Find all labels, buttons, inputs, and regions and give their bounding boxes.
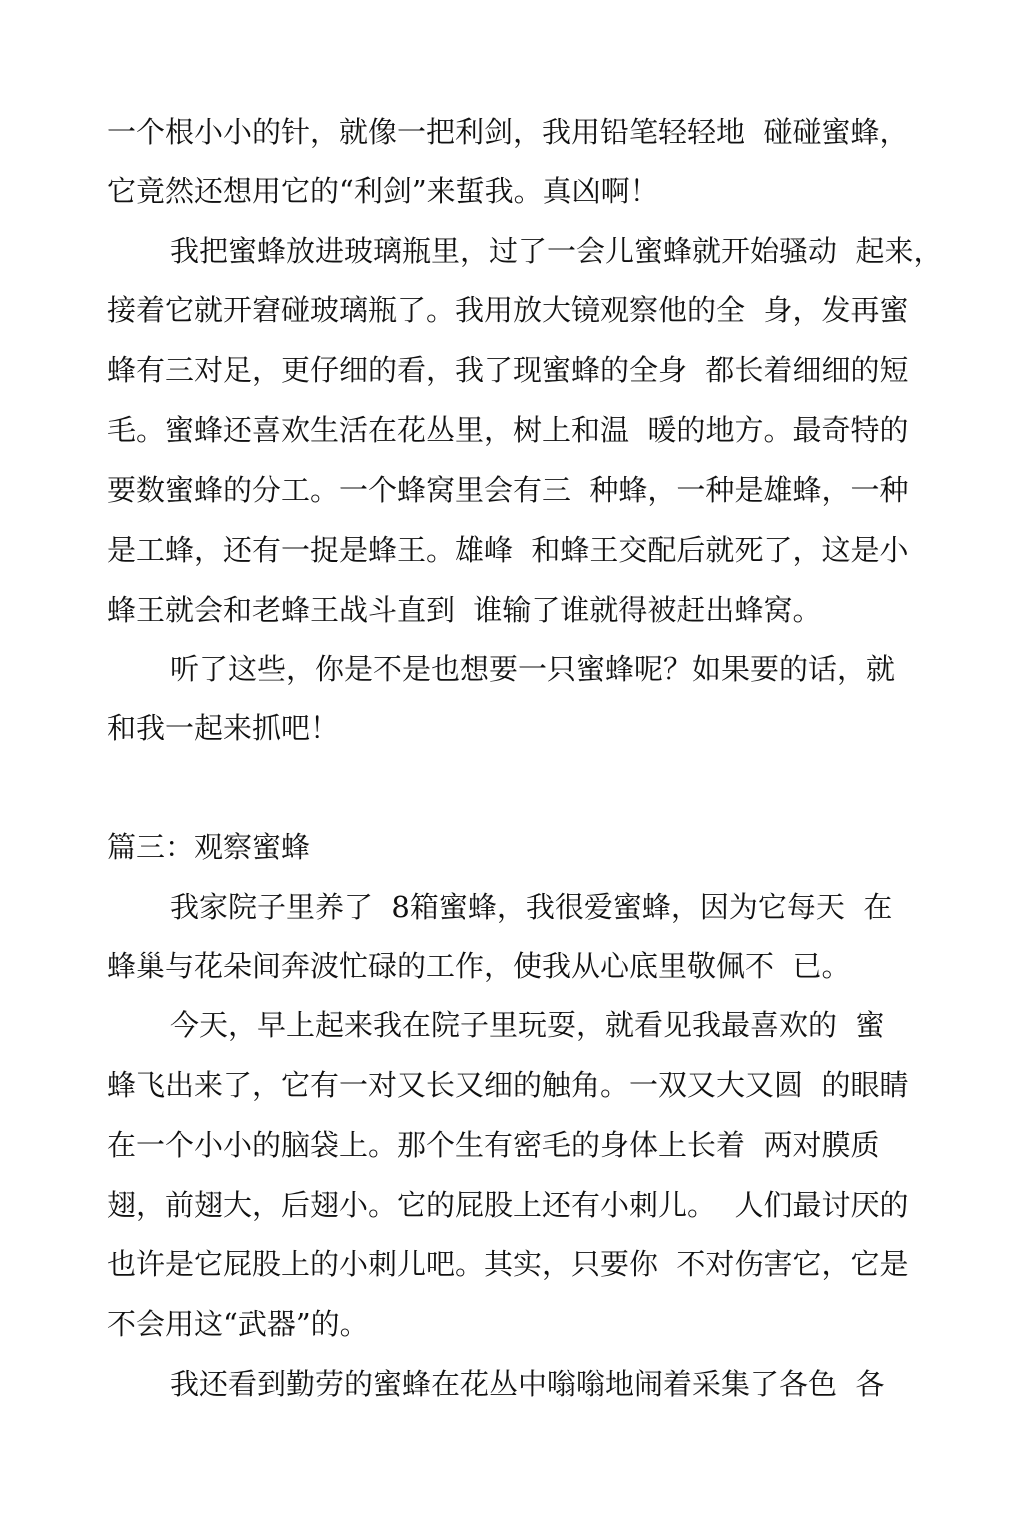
text-line: 蜂王就会和老蜂王战斗直到 谁输了谁就得被赶出蜂窝。: [107, 593, 822, 627]
text-line: 也许是它屁股上的小刺儿吧。其实，只要你 不对伤害它，它是: [107, 1247, 909, 1281]
text-line: 蜂巢与花朵间奔波忙碌的工作，使我从心底里敬佩不 已。: [107, 949, 851, 983]
text-line: 在一个小小的脑袋上。那个生有密毛的身体上长着 两对膜质: [107, 1128, 880, 1162]
text-line: 蜂有三对足，更仔细的看，我了现蜜蜂的全身 都长着细细的短: [107, 353, 909, 387]
section-title: 篇三：观察蜜蜂: [107, 830, 311, 864]
text-line: 我还看到勤劳的蜜蜂在花丛中嗡嗡地闹着采集了各色 各: [170, 1367, 885, 1401]
text-line: 毛。蜜蜂还喜欢生活在花丛里，树上和温 暖的地方。最奇特的: [107, 413, 909, 447]
text-line: 是工蜂，还有一捉是蜂王。雄峰 和蜂王交配后就死了，这是小: [107, 533, 909, 567]
text-line: 和我一起来抓吧！: [107, 711, 340, 745]
text-line: 它竟然还想用它的“利剑”来蜇我。真凶啊！: [107, 174, 659, 208]
text-line: 今天，早上起来我在院子里玩耍，就看见我最喜欢的 蜜: [170, 1008, 885, 1042]
text-line: 听了这些，你是不是也想要一只蜜蜂呢？如果要的话，就: [170, 652, 896, 686]
text-line: 翅，前翅大，后翅小。它的屁股上还有小刺儿。 人们最讨厌的: [107, 1188, 909, 1222]
text-line: 我家院子里养了 8箱蜜蜂，我很爱蜜蜂，因为它每天 在: [170, 890, 893, 924]
text-line: 要数蜜蜂的分工。一个蜂窝里会有三 种蜂，一种是雄蜂，一种: [107, 473, 909, 507]
text-line: 蜂飞出来了，它有一对又长又细的触角。一双又大又圆 的眼睛: [107, 1068, 909, 1102]
text-line: 我把蜜蜂放进玻璃瓶里，过了一会儿蜜蜂就开始骚动 起来，: [170, 234, 943, 268]
text-line: 不会用这“武器”的。: [107, 1307, 369, 1341]
text-line: 一个根小小的针，就像一把利剑，我用铅笔轻轻地 碰碰蜜蜂，: [107, 115, 909, 149]
text-line: 接着它就开窘碰玻璃瓶了。我用放大镜观察他的全 身，发再蜜: [107, 293, 909, 327]
